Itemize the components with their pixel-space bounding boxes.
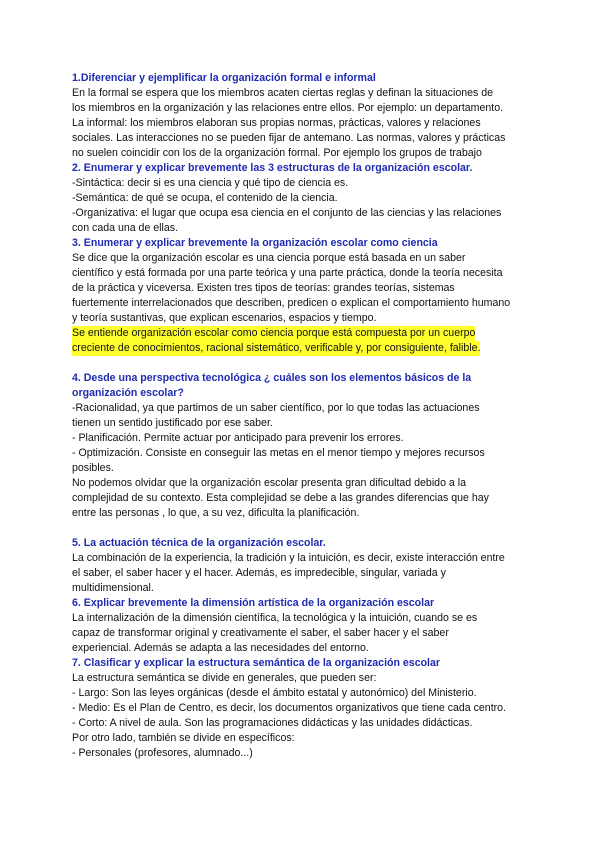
section-4 [72, 371, 532, 521]
text-line: no suelen coincidir con los de la organización formal. Por ejemplo los grupos de trabajo [72, 147, 482, 159]
highlight-text: Se entiende organización escolar como ciencia porque está compuesta por un cuerpo [72, 327, 476, 339]
text-line: -Organizativa: el lugar que ocupa esa ciencia en el conjunto de las ciencias y las relaciones [72, 207, 502, 219]
text-line: los miembros en la organización y las relaciones entre ellos. Por ejemplo: un departamento. [72, 102, 504, 114]
section-heading: 4. Desde una perspectiva tecnológica ¿ cuáles son los elementos básicos de la [72, 372, 472, 384]
section-heading: 6. Explicar brevemente la dimensión artística de la organización escolar [72, 597, 435, 609]
text-line: capaz de transformar original y creativamente el saber, el saber hacer y el saber [72, 627, 449, 639]
text-line: complejidad de su contexto. Esta complejidad se debe a las grandes diferencias que hay [72, 492, 489, 504]
text-line: -Racionalidad, ya que partimos de un saber científico, por lo que todas las actuaciones [72, 402, 480, 414]
text-line: tienen un sentido justificado por ese saber. [72, 417, 273, 429]
text-line: - Personales (profesores, alumnado...) [72, 747, 253, 759]
text-line: científico y está formada por una parte teórica y una parte práctica, donde la teoría necesita [72, 267, 503, 279]
text-line: - Corto: A nivel de aula. Son las programaciones didácticas y las unidades didácticas. [72, 717, 473, 729]
section-7 [72, 656, 532, 761]
text-line: -Semántica: de qué se ocupa, el contenido de la ciencia. [72, 192, 338, 204]
paragraph-gap [72, 521, 532, 536]
text-line: - Largo: Son las leyes orgánicas (desde el ámbito estatal y autonómico) del Ministerio. [72, 687, 477, 699]
text-line: La informal: los miembros elaboran sus propias normas, prácticas, valores y relaciones [72, 117, 481, 129]
text-line: La combinación de la experiencia, la tradición y la intuición, es decir, existe interacción entre [72, 552, 505, 564]
section-heading: 1.Diferenciar y ejemplificar la organización formal e informal [72, 72, 376, 84]
text-line: multidimensional. [72, 582, 154, 594]
text-line: - Optimización. Consiste en conseguir las metas en el menor tiempo y mejores recursos [72, 447, 485, 459]
text-line: con cada una de ellas. [72, 222, 179, 234]
section-heading: 7. Clasificar y explicar la estructura semántica de la organización escolar [72, 657, 441, 669]
text-line: - Medio: Es el Plan de Centro, es decir, los documentos organizativos que tiene cada centro. [72, 702, 506, 714]
text-line: La estructura semántica se divide en generales, que pueden ser: [72, 672, 377, 684]
text-line: entre las personas , lo que, a su vez, dificulta la planificación. [72, 507, 360, 519]
highlighted-line [72, 341, 532, 356]
highlight-text: creciente de conocimientos, racional sistemático, verificable y, por consiguiente, falible. [72, 342, 481, 354]
text-line: experiencial. Además se adapta a las necesidades del entorno. [72, 642, 369, 654]
text-line: Se dice que la organización escolar es una ciencia porque está basada en un saber [72, 252, 466, 264]
text-line: -Sintáctica: decir si es una ciencia y qué tipo de ciencia es. [72, 177, 349, 189]
text-line: En la formal se espera que los miembros acaten ciertas reglas y definan la situaciones de [72, 87, 494, 99]
text-line: Por otro lado, también se divide en específicos: [72, 732, 295, 744]
section-6 [72, 596, 532, 656]
text-line: La internalización de la dimensión científica, la tecnológica y la intuición, cuando se es [72, 612, 478, 624]
text-line: fuertemente interrelacionados que describen, predicen o explican el comportamiento humano [72, 297, 511, 309]
text-line: - Planificación. Permite actuar por anticipado para prevenir los errores. [72, 432, 404, 444]
text-line: No podemos olvidar que la organización escolar presenta gran dificultad debido a la [72, 477, 466, 489]
section-heading: 2. Enumerar y explicar brevemente las 3 estructuras de la organización escolar. [72, 162, 473, 174]
text-line: posibles. [72, 462, 114, 474]
highlighted-line [72, 326, 532, 341]
document-content [72, 71, 532, 761]
text-line: de la práctica y viceversa. Existen tres tipos de teorías: grandes teorías, sistemas [72, 282, 455, 294]
section-3 [72, 236, 532, 356]
paragraph-gap [72, 356, 532, 371]
section-heading: 3. Enumerar y explicar brevemente la organización escolar como ciencia [72, 237, 438, 249]
section-heading-continued: organización escolar? [72, 387, 184, 399]
section-1 [72, 71, 532, 161]
text-line: el saber, el saber hacer y el hacer. Además, es impredecible, singular, variada y [72, 567, 446, 579]
section-heading: 5. La actuación técnica de la organización escolar. [72, 537, 326, 549]
section-2 [72, 161, 532, 236]
text-line: sociales. Las interacciones no se pueden fijar de antemano. Las normas, valores y prácticas [72, 132, 506, 144]
section-5 [72, 536, 532, 596]
text-line: y teoría sustantivas, que explican escenarios, espacios y tiempo. [72, 312, 377, 324]
